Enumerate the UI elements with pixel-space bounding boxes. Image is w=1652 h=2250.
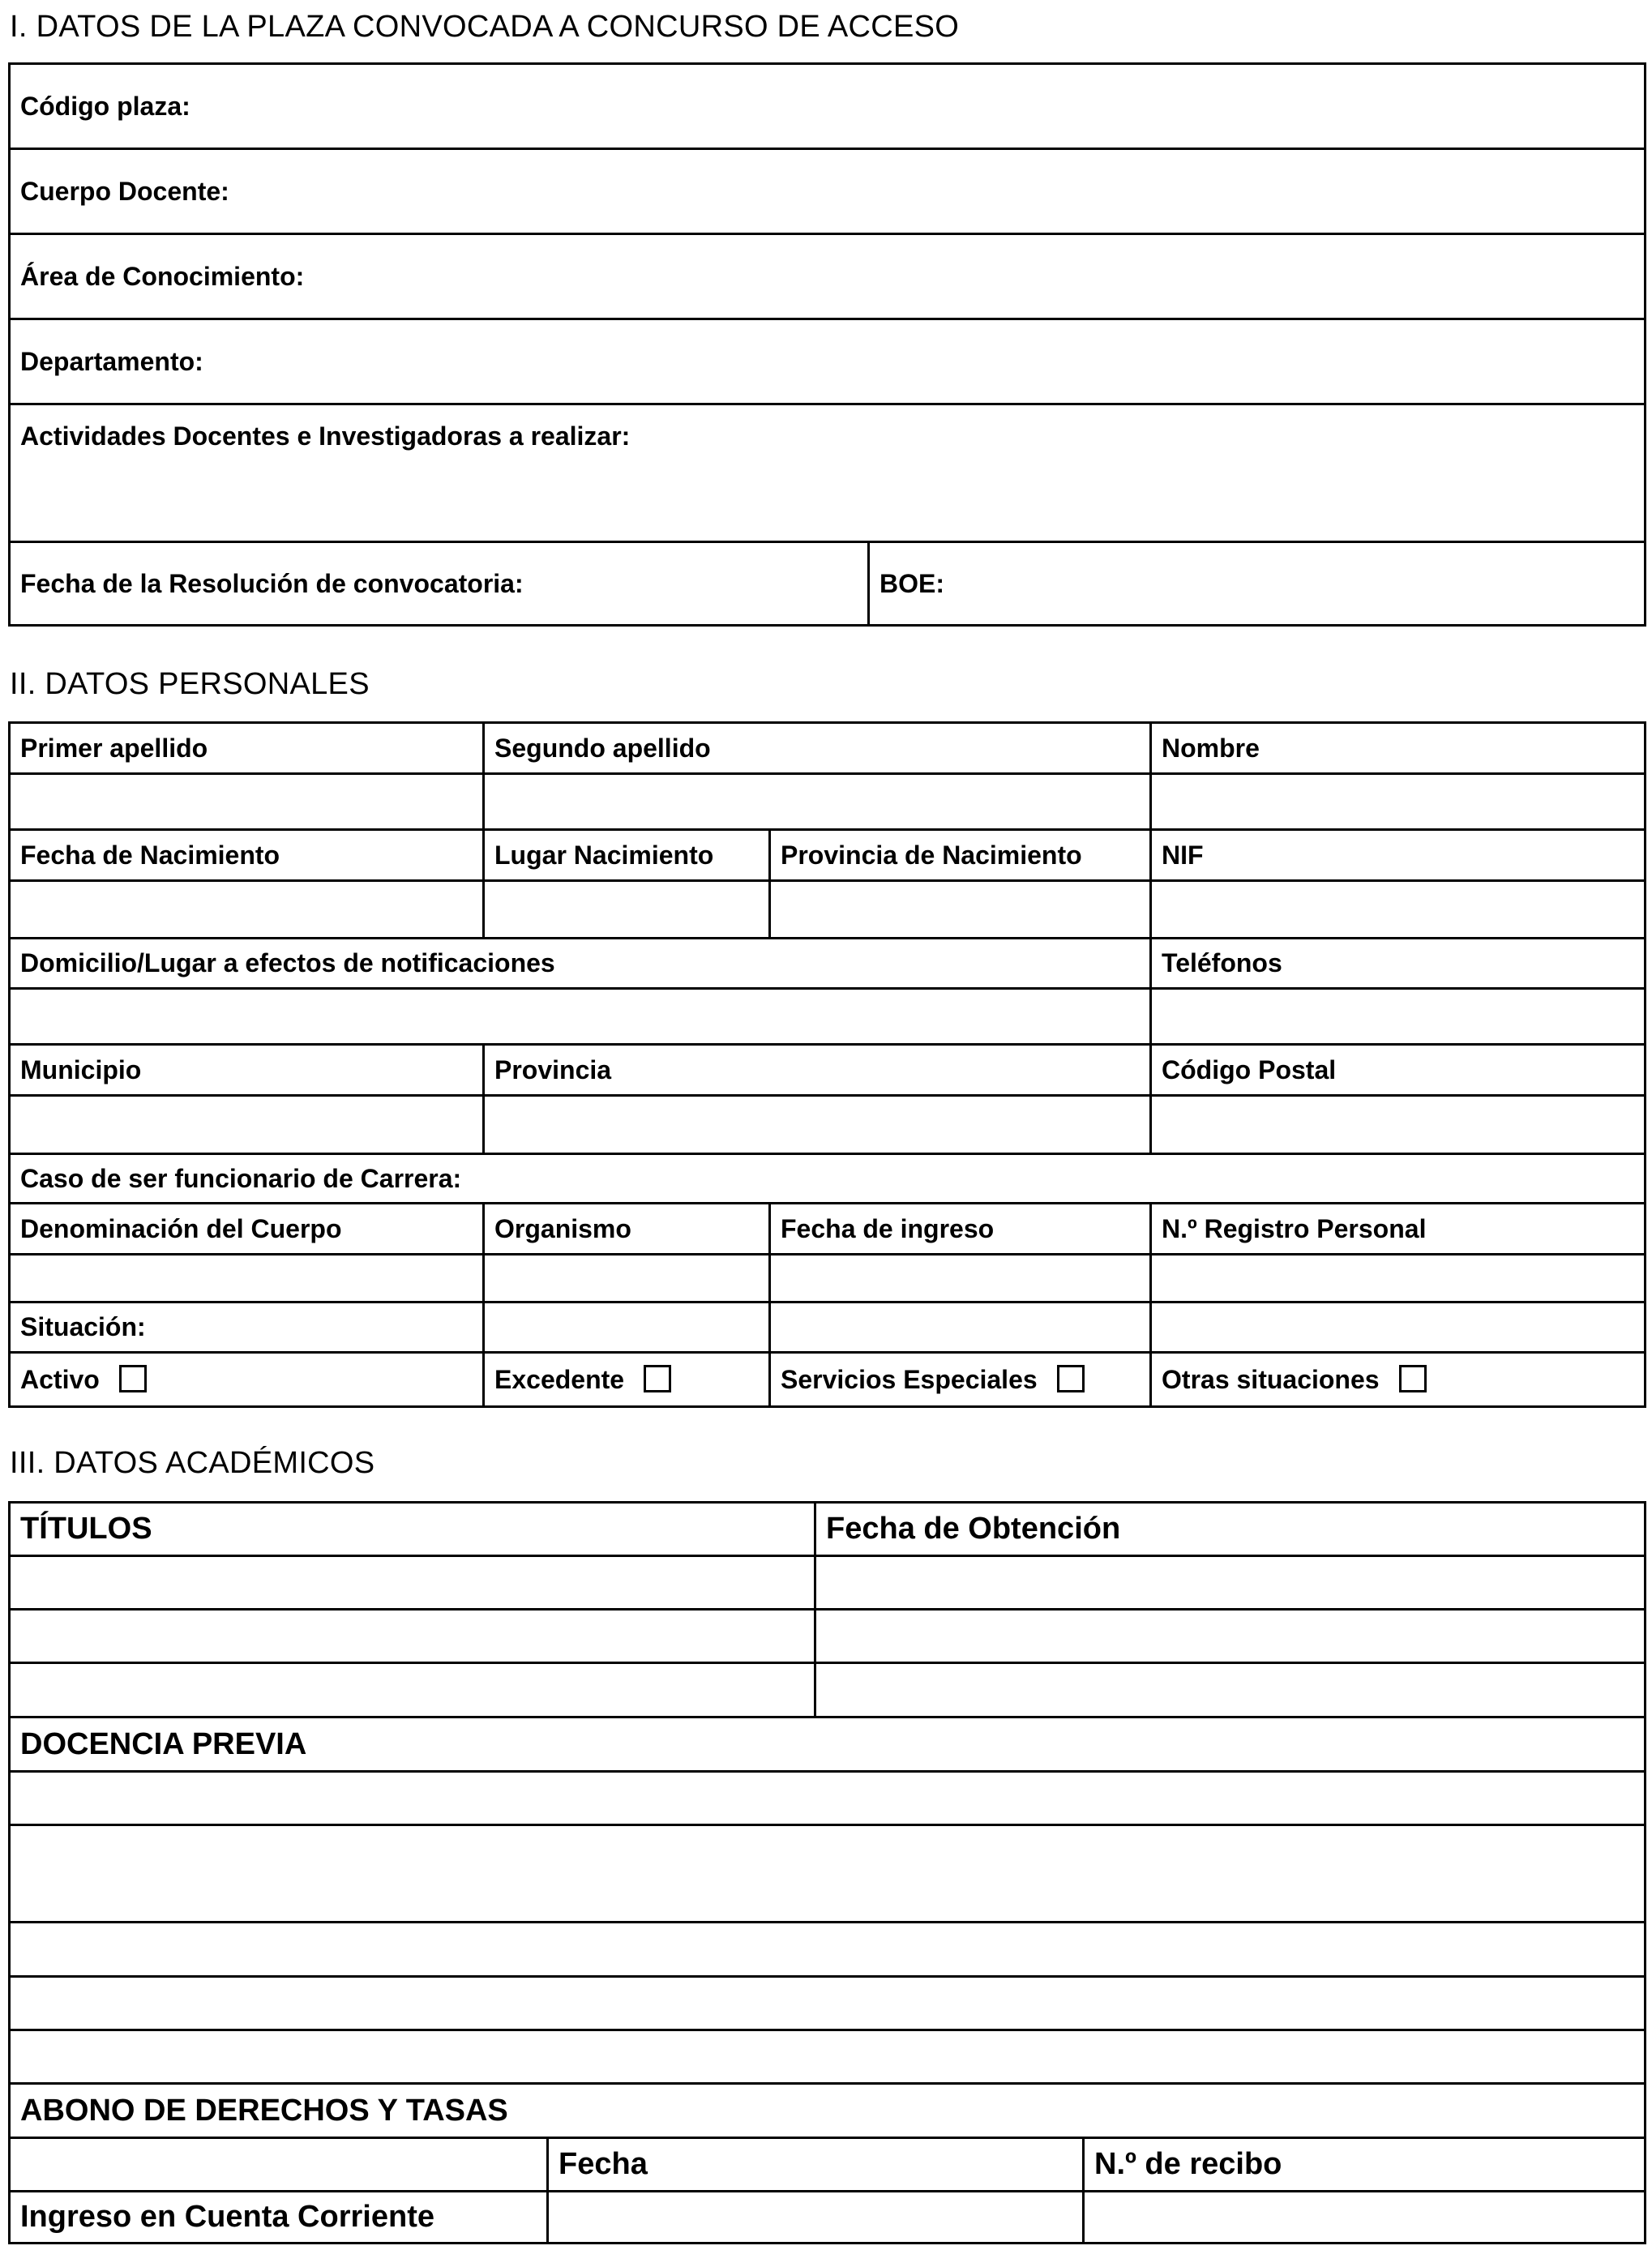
docencia-previa-header: DOCENCIA PREVIA bbox=[10, 1717, 1646, 1772]
plaza-table bbox=[8, 62, 1646, 627]
fecha-ingreso-label: Fecha de ingreso bbox=[770, 1204, 1151, 1255]
titulo-input[interactable] bbox=[10, 1610, 815, 1663]
section-2-title: II. DATOS PERSONALES bbox=[10, 667, 370, 701]
servicios-especiales-checkbox[interactable] bbox=[1057, 1365, 1085, 1392]
section-3-title: III. DATOS ACADÉMICOS bbox=[10, 1446, 375, 1480]
registro-personal-input-2[interactable] bbox=[1151, 1303, 1646, 1353]
docencia-input[interactable] bbox=[10, 1825, 1646, 1923]
nombre-label: Nombre bbox=[1151, 723, 1646, 774]
excedente-checkbox[interactable] bbox=[644, 1365, 671, 1392]
situacion-label: Situación: bbox=[10, 1303, 484, 1353]
ingreso-cuenta-label: Ingreso en Cuenta Corriente bbox=[10, 2192, 548, 2244]
fecha-input[interactable] bbox=[548, 2192, 1084, 2244]
provincia-input[interactable] bbox=[484, 1096, 1151, 1154]
abono-blank-cell bbox=[10, 2138, 548, 2192]
nif-label: NIF bbox=[1151, 830, 1646, 881]
primer-apellido-input[interactable] bbox=[10, 774, 484, 830]
registro-personal-label: N.º Registro Personal bbox=[1151, 1204, 1646, 1255]
excedente-option bbox=[484, 1353, 770, 1407]
segundo-apellido-label: Segundo apellido bbox=[484, 723, 1151, 774]
telefonos-label: Teléfonos bbox=[1151, 939, 1646, 989]
domicilio-input[interactable] bbox=[10, 989, 1151, 1045]
fecha-ingreso-input-2[interactable] bbox=[770, 1303, 1151, 1353]
boe-field[interactable]: BOE: bbox=[869, 542, 1646, 626]
organismo-input[interactable] bbox=[484, 1255, 770, 1303]
nif-input[interactable] bbox=[1151, 881, 1646, 939]
titulo-input[interactable] bbox=[10, 1663, 815, 1717]
nombre-input[interactable] bbox=[1151, 774, 1646, 830]
docencia-input[interactable] bbox=[10, 1772, 1646, 1825]
fecha-ingreso-input[interactable] bbox=[770, 1255, 1151, 1303]
fecha-obtencion-input[interactable] bbox=[815, 1663, 1646, 1717]
provincia-nacimiento-input[interactable] bbox=[770, 881, 1151, 939]
telefonos-input[interactable] bbox=[1151, 989, 1646, 1045]
docencia-input[interactable] bbox=[10, 1977, 1646, 2030]
codigo-postal-label: Código Postal bbox=[1151, 1045, 1646, 1096]
docencia-input[interactable] bbox=[10, 2030, 1646, 2084]
excedente-label: Excedente bbox=[494, 1364, 625, 1394]
titulos-header: TÍTULOS bbox=[10, 1503, 815, 1556]
segundo-apellido-input[interactable] bbox=[484, 774, 1151, 830]
municipio-input[interactable] bbox=[10, 1096, 484, 1154]
provincia-label: Provincia bbox=[484, 1045, 1151, 1096]
lugar-nacimiento-label: Lugar Nacimiento bbox=[484, 830, 770, 881]
departamento-field[interactable]: Departamento: bbox=[10, 319, 1646, 404]
fecha-nacimiento-label: Fecha de Nacimiento bbox=[10, 830, 484, 881]
abono-header: ABONO DE DERECHOS Y TASAS bbox=[10, 2084, 1646, 2138]
organismo-label: Organismo bbox=[484, 1204, 770, 1255]
domicilio-label: Domicilio/Lugar a efectos de notificaciones bbox=[10, 939, 1151, 989]
denominacion-cuerpo-label: Denominación del Cuerpo bbox=[10, 1204, 484, 1255]
activo-checkbox[interactable] bbox=[119, 1365, 147, 1392]
primer-apellido-label: Primer apellido bbox=[10, 723, 484, 774]
denominacion-cuerpo-input[interactable] bbox=[10, 1255, 484, 1303]
fecha-resolucion-field[interactable]: Fecha de la Resolución de convocatoria: bbox=[10, 542, 869, 626]
caso-funcionario-label: Caso de ser funcionario de Carrera: bbox=[10, 1154, 1646, 1204]
servicios-especiales-option bbox=[770, 1353, 1151, 1407]
cuerpo-docente-field[interactable]: Cuerpo Docente: bbox=[10, 149, 1646, 234]
municipio-label: Municipio bbox=[10, 1045, 484, 1096]
datos-personales-table bbox=[8, 721, 1646, 1408]
lugar-nacimiento-input[interactable] bbox=[484, 881, 770, 939]
fecha-obtencion-input[interactable] bbox=[815, 1610, 1646, 1663]
otras-situaciones-checkbox[interactable] bbox=[1399, 1365, 1427, 1392]
recibo-input[interactable] bbox=[1084, 2192, 1646, 2244]
fecha-obtencion-header: Fecha de Obtención bbox=[815, 1503, 1646, 1556]
actividades-field[interactable]: Actividades Docentes e Investigadoras a realizar: bbox=[10, 404, 1646, 542]
activo-label: Activo bbox=[20, 1364, 100, 1394]
codigo-postal-input[interactable] bbox=[1151, 1096, 1646, 1154]
abono-table bbox=[8, 2082, 1646, 2244]
titulo-input[interactable] bbox=[10, 1556, 815, 1610]
servicios-especiales-label: Servicios Especiales bbox=[781, 1364, 1038, 1394]
docencia-table bbox=[8, 1716, 1646, 2085]
section-1-title: I. DATOS DE LA PLAZA CONVOCADA A CONCURSO DE ACCESO bbox=[10, 10, 960, 44]
codigo-plaza-field[interactable]: Código plaza: bbox=[10, 64, 1646, 149]
area-conocimiento-field[interactable]: Área de Conocimiento: bbox=[10, 234, 1646, 319]
otras-situaciones-option bbox=[1151, 1353, 1646, 1407]
activo-option bbox=[10, 1353, 484, 1407]
docencia-input[interactable] bbox=[10, 1923, 1646, 1977]
organismo-input-2[interactable] bbox=[484, 1303, 770, 1353]
fecha-nacimiento-input[interactable] bbox=[10, 881, 484, 939]
titulos-table bbox=[8, 1501, 1646, 1718]
provincia-nacimiento-label: Provincia de Nacimiento bbox=[770, 830, 1151, 881]
recibo-header: N.º de recibo bbox=[1084, 2138, 1646, 2192]
registro-personal-input[interactable] bbox=[1151, 1255, 1646, 1303]
fecha-obtencion-input[interactable] bbox=[815, 1556, 1646, 1610]
otras-situaciones-label: Otras situaciones bbox=[1162, 1364, 1380, 1394]
fecha-header: Fecha bbox=[548, 2138, 1084, 2192]
